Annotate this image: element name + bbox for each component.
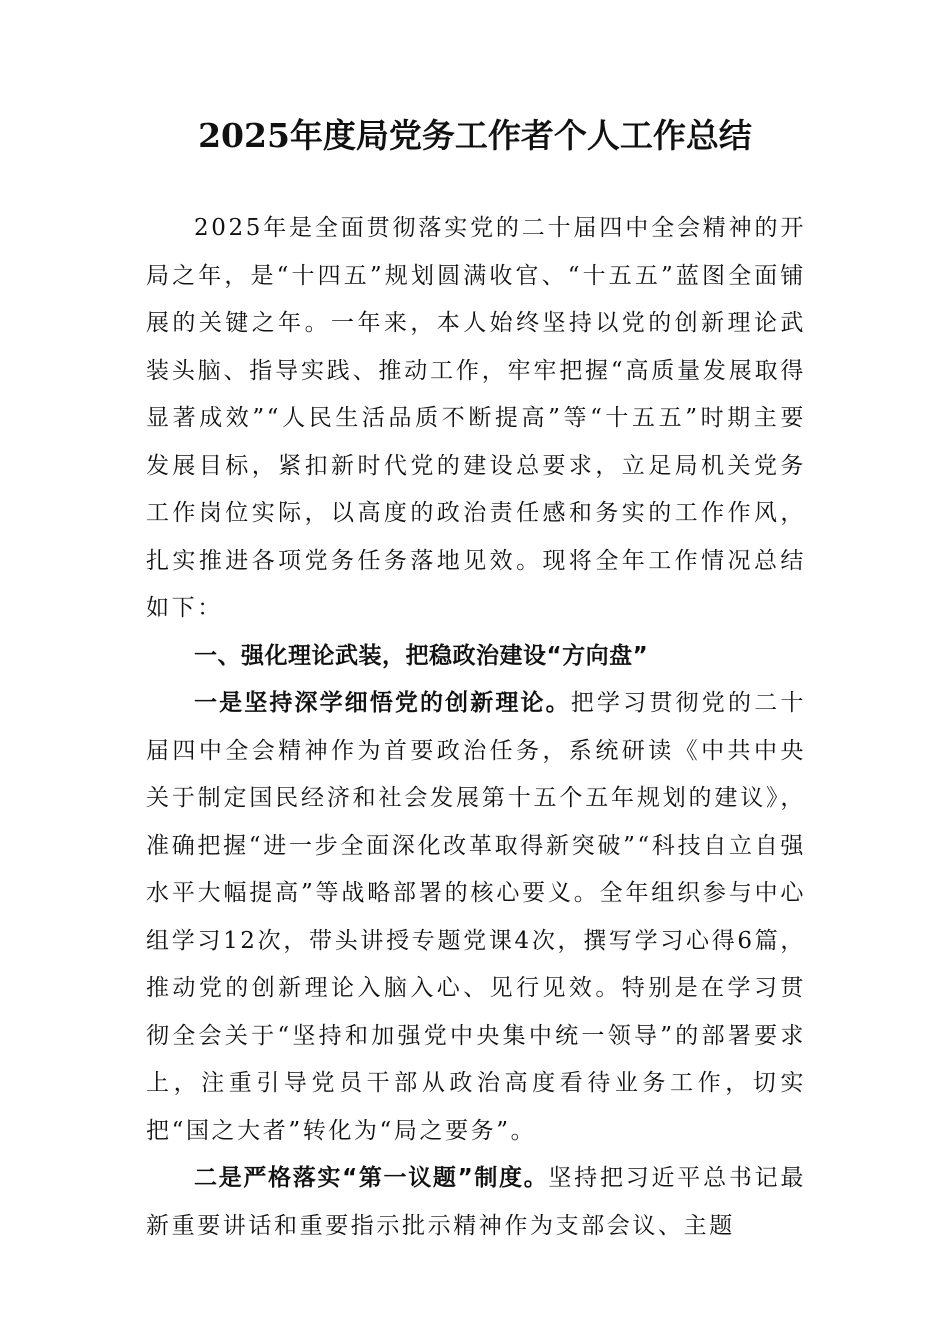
point-1-paragraph: [146, 680, 806, 1155]
document-title: 2025年度局党务工作者个人工作总结: [198, 116, 752, 155]
document-body: [146, 205, 806, 1250]
point-1-lead: 一是坚持深学细悟党的创新理论。: [194, 690, 571, 716]
point-2-paragraph: [146, 1155, 806, 1250]
point-2-lead: 二是严格落实“第一议题”制度。: [194, 1165, 549, 1191]
point-1-text: 把学习贯彻党的二十届四中全会精神作为首要政治任务，系统研读《中共中央关于制定国民经济和社会发展第十五个五年规划的建议》，准确把握“进一步全面深化改革取得新突破”“科技自立自强水平大幅提高”等战略部署的核心要义。全年组织参与中心组学习12次，带头讲授专题党课4次，撰写学习心得6篇，推动党的创新理论入脑入心、见行见效。特别是在学习贯彻全会关于“坚持和加强党中央集中统一领导”的部署要求上，注重引导党员干部从政治高度看待业务工作，切实把“国之大者”转化为“局之要务”。: [146, 690, 807, 1144]
section-heading-1: 一、强化理论武装，把稳政治建设“方向盘”: [194, 642, 649, 669]
point-2-text: 坚持把习近平总书记最新重要讲话和重要指示批示精神作为支部会议、主题: [146, 1165, 807, 1239]
intro-paragraph: 2025年是全面贯彻落实党的二十届四中全会精神的开局之年，是“十四五”规划圆满收官、“十五五”蓝图全面铺展的关键之年。一年来，本人始终坚持以党的创新理论武装头脑、指导实践、推动工作，牢牢把握“高质量发展取得显著成效”“人民生活品质不断提高”等“十五五”时期主要发展目标，紧扣新时代党的建设总要求，立足局机关党务工作岗位实际，以高度的政治责任感和务实的工作作风，扎实推进各项党务任务落地见效。现将全年工作情况总结如下：: [146, 215, 806, 621]
